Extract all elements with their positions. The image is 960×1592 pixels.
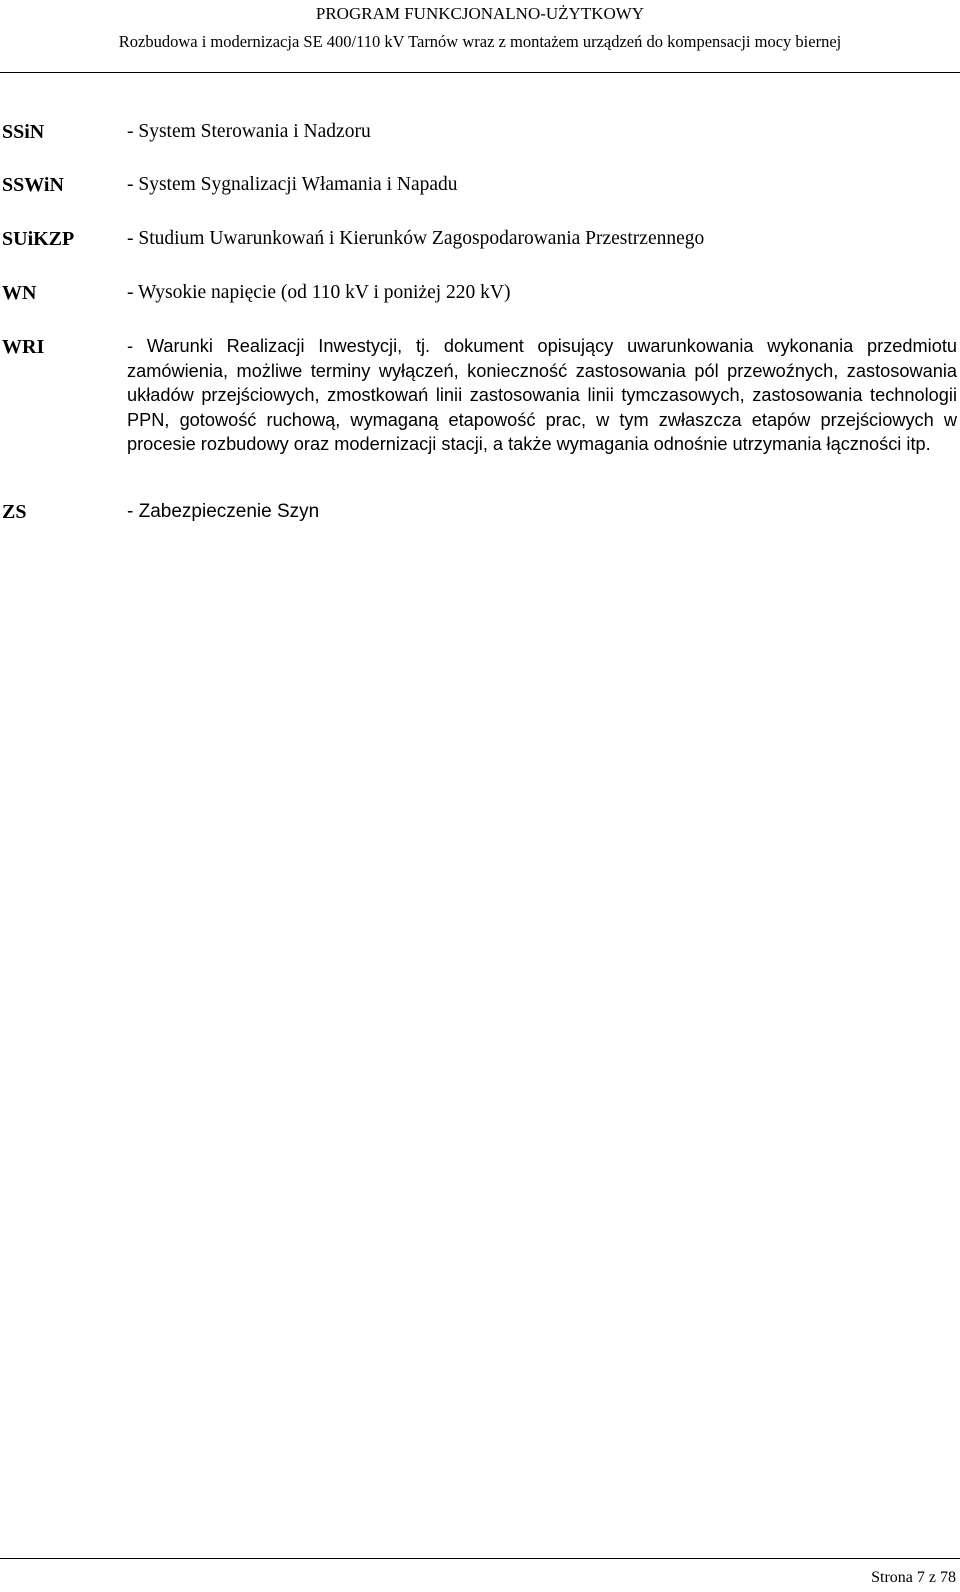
abbreviation-definition: - System Sterowania i Nadzoru bbox=[127, 121, 371, 142]
document-subtitle: Rozbudowa i modernizacja SE 400/110 kV Tarnów wraz z montażem urządzeń do kompensacji mocy biernej bbox=[118, 32, 842, 51]
abbreviation-definition: - Studium Uwarunkowań i Kierunków Zagospodarowania Przestrzennego bbox=[127, 228, 705, 249]
footer-divider bbox=[0, 1558, 960, 1559]
abbreviation-term: ZS bbox=[2, 501, 27, 523]
abbreviation-term: WN bbox=[2, 282, 37, 304]
header-divider bbox=[0, 72, 960, 73]
abbreviation-definition: - Zabezpieczenie Szyn bbox=[127, 501, 320, 522]
abbreviation-term: SSiN bbox=[2, 121, 45, 143]
abbreviation-definition: - Warunki Realizacji Inwestycji, tj. dokument opisujący uwarunkowania wykonania przedmiotu zamówienia, możliwe terminy wyłączeń, konieczność zastosowania pól przewoźnych, zastosowania układów przejściowych, zmostkowań linii zastosowania linii tymczasowych, zastosowania technologii PPN, gotowość ruchową, wymaganą etapowość prac, w tym zwłaszcza etapów przejściowych w procesie rozbudowy oraz modernizacji stacji, a także wymagania odnośnie utrzymania łączności itp. bbox=[127, 336, 957, 455]
abbreviation-definition: - Wysokie napięcie (od 110 kV i poniżej 220 kV) bbox=[127, 282, 511, 303]
abbreviation-definition: - System Sygnalizacji Włamania i Napadu bbox=[127, 174, 458, 195]
abbreviation-term: SUiKZP bbox=[2, 228, 75, 250]
page-number: Strona 7 z 78 bbox=[871, 1569, 956, 1586]
abbreviation-term: SSWiN bbox=[2, 174, 64, 196]
abbreviation-term: WRI bbox=[2, 336, 45, 358]
document-title: PROGRAM FUNKCJONALNO-UŻYTKOWY bbox=[315, 4, 645, 23]
